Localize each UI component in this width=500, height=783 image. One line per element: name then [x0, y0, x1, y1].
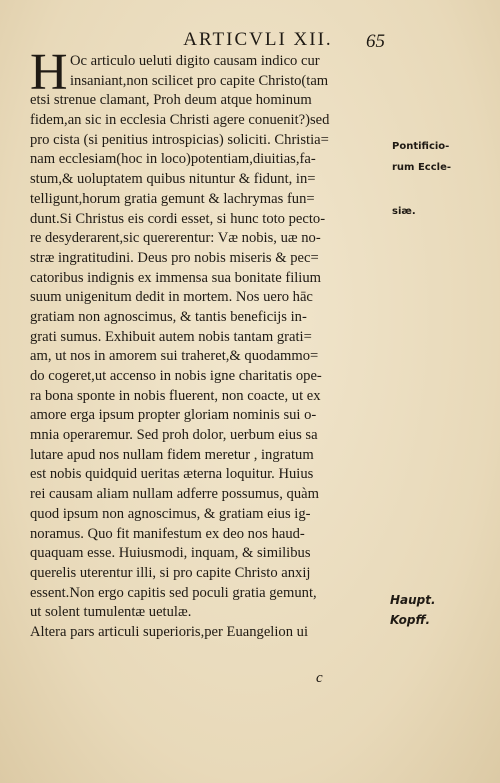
marginal-note: Pontificio- [392, 141, 450, 152]
marginal-note: siæ. [392, 206, 416, 217]
text-line: querelis uterentur illi, si pro capite Christo anxij [30, 564, 311, 581]
page-number: 65 [366, 31, 385, 52]
text-line: telligunt,horum gratia gemunt & lachrymas fun= [30, 190, 315, 207]
text-line: amore erga ipsum propter gloriam nominis sui o- [30, 407, 317, 424]
text-line: stræ ingratitudini. Deus pro nobis miseris & pec= [30, 249, 319, 266]
text-line: Altera pars articuli superioris,per Euangelion ui [30, 623, 309, 640]
text-line: etsi strenue clamant, Proh deum atque hominum [30, 92, 312, 109]
text-line: catoribus indignis ex immensa sua bonitate filium [30, 269, 322, 286]
text-line: re desyderarent,sic quererentur: Væ nobis, uæ no- [30, 230, 321, 247]
text-line: stum,& uoluptatem quibus nituntur & fidunt, in= [30, 171, 316, 188]
text-line: suum unigenitum dedit in mortem. Nos uero hāc [30, 289, 313, 306]
text-line: fidem,an sic in ecclesia Christi agere conuenit?)sed [30, 112, 330, 129]
catchword: c [316, 670, 323, 686]
text-line: dunt.Si Christus eis cordi esset, si hunc toto pecto- [30, 210, 326, 227]
text-line: do cogeret,ut accenso in nobis igne charitatis ope- [30, 368, 322, 384]
text-line: Oc articulo ueluti digito causam indico cur [70, 53, 320, 69]
text-line: est nobis quidquid ueritas æterna loquitur. Huius [30, 466, 314, 483]
marginal-gloss: Haupt. [390, 593, 436, 607]
text-line: essent.Non ergo capitis sed poculi gratia gemunt, [30, 584, 317, 601]
text-line: am, ut nos in amorem sui traheret,& quodammo= [30, 348, 319, 365]
marginal-note: rum Eccle- [392, 162, 451, 173]
drop-cap: H [30, 44, 68, 101]
text-line: ra bona sponte in nobis fluerent, non coacte, ut ex [30, 387, 321, 404]
text-line: gratiam non agnoscimus, & tantis beneficijs in- [30, 308, 307, 325]
text-line: pro cista (si penitius introspicias) soliciti. Christia= [30, 131, 329, 148]
text-line: quod ipsum non agnoscimus, & gratiam eius ig- [30, 505, 311, 522]
text-line: ut solent tumulentæ uetulæ. [30, 604, 192, 621]
text-line: noramus. Quo fit manifestum ex deo nos haud- [30, 525, 305, 542]
text-line: nam ecclesiam(hoc in loco)potentiam,diuitias,fa- [30, 151, 316, 168]
running-head: ARTICVLI XII. [183, 29, 333, 50]
text-line: insaniant,non scilicet pro capite Christo(tam [70, 72, 329, 89]
text-line: mnia operaremur. Sed proh dolor, uerbum eius sa [30, 427, 318, 444]
text-line: lutare apud nos nullam fidem meretur , ingratum [30, 446, 314, 463]
marginal-gloss: Kopff. [390, 613, 431, 627]
text-line: grati sumus. Exhibuit autem nobis tantam grati= [30, 328, 312, 345]
text-line: rei causam aliam nullam adferre possumus, quàm [30, 486, 319, 503]
text-line: quaquam esse. Huiusmodi, inquam, & similibus [30, 545, 311, 562]
body-text [30, 44, 390, 643]
